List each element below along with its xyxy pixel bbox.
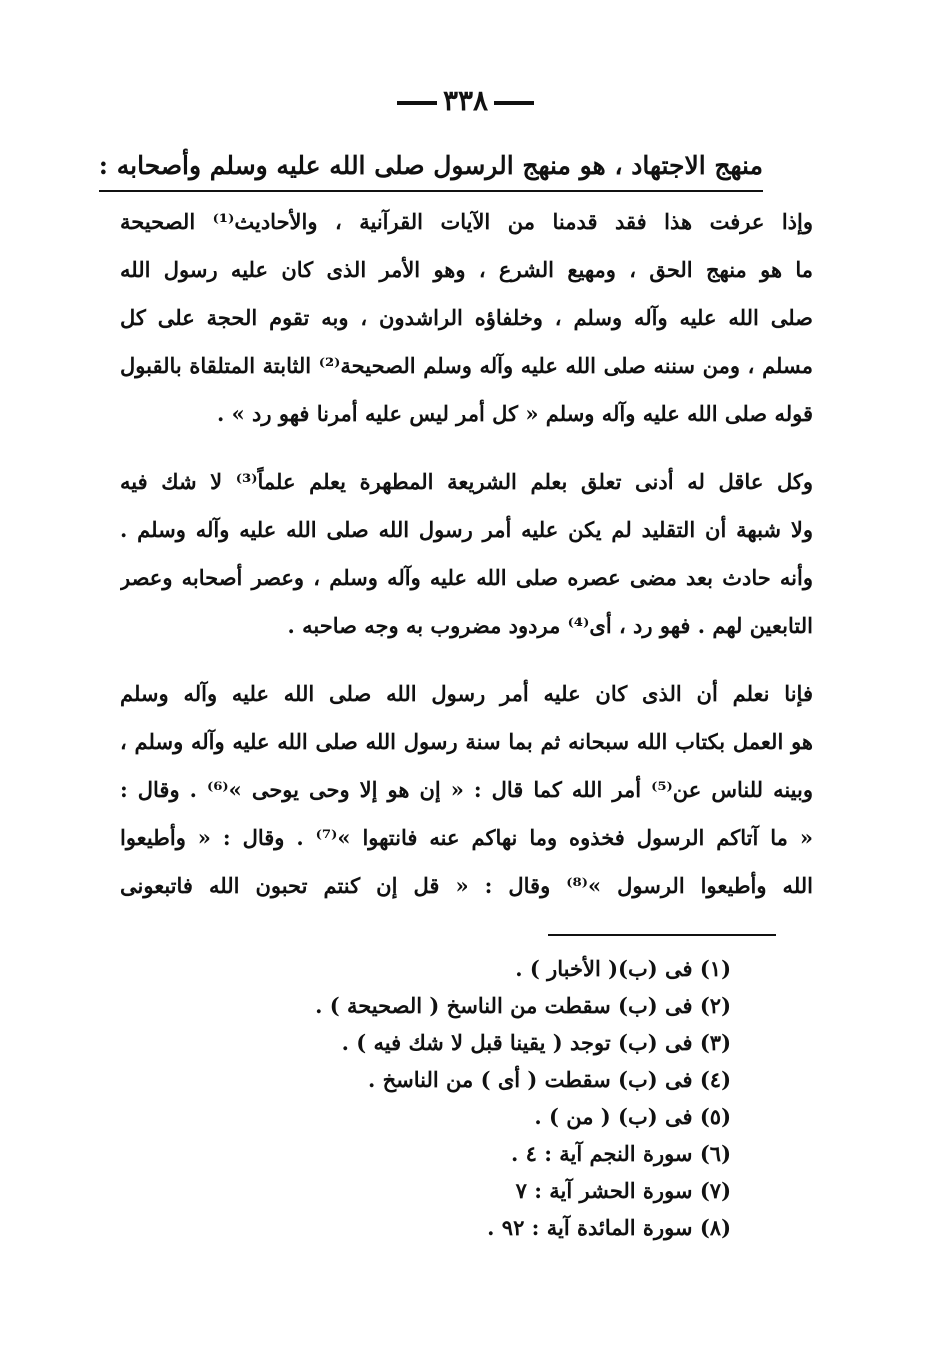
text-line: الله وأطيعوا الرسول »⁽⁸⁾ وقال : « قل إن كنتم تحبون الله فاتبعونى bbox=[120, 873, 813, 898]
text-line: ولا شبهة أن التقليد لم يكن عليه أمر رسول الله صلى الله عليه وآله وسلم . bbox=[120, 517, 813, 542]
body-text bbox=[120, 198, 813, 930]
footnote: (٧) سورة الحشر آية : ٧ bbox=[515, 1178, 731, 1203]
footnotes bbox=[315, 950, 731, 1246]
footnote: (٢) فى (ب) سقطت من الناسخ ( الصحيحة ) . bbox=[315, 993, 731, 1018]
text-line: وأنه حادث بعد مضى عصره صلى الله عليه وآله وسلم ، وعصر أصحابه وعصر bbox=[120, 565, 813, 590]
paragraph-3 bbox=[120, 670, 813, 910]
paragraph-2 bbox=[120, 458, 813, 650]
text-line: فإنا نعلم أن الذى كان عليه أمر رسول الله صلى الله عليه وآله وسلم bbox=[120, 681, 813, 706]
footnote-separator bbox=[548, 934, 776, 936]
text-line: صلى الله عليه وآله وسلم ، وخلفاؤه الراشدون ، وبه تقوم الحجة على كل bbox=[120, 305, 813, 330]
page-number-dash-left bbox=[397, 101, 437, 105]
text-line: هو العمل بكتاب الله سبحانه ثم بما سنة رسول الله صلى الله عليه وآله وسلم ، bbox=[120, 729, 813, 754]
text-line: ما هو منهج الحق ، ومهيع الشرع ، وهو الأمر الذى كان عليه رسول الله bbox=[120, 257, 813, 282]
paragraph-1 bbox=[120, 198, 813, 438]
text-line: وإذا عرفت هذا فقد قدمنا من الآيات القرآنية ، والأحاديث⁽¹⁾ الصحيحة bbox=[120, 209, 813, 234]
footnote: (٣) فى (ب) توجد ( يقينا قبل لا شك فيه ) . bbox=[341, 1030, 731, 1055]
text-line: مسلم ، ومن سننه صلى الله عليه وآله وسلم الصحيحة⁽²⁾ الثابتة المتلقاة بالقبول bbox=[120, 353, 813, 378]
footnote: (٤) فى (ب) سقطت ( أى ) من الناسخ . bbox=[367, 1067, 731, 1092]
text-line: وكل عاقل له أدنى تعلق بعلم الشريعة المطهرة يعلم علماً⁽³⁾ لا شك فيه bbox=[120, 469, 813, 494]
footnote: (٦) سورة النجم آية : ٤ . bbox=[511, 1141, 731, 1166]
footnote: (٨) سورة المائدة آية : ٩٢ . bbox=[487, 1215, 731, 1240]
text-line: وبينه للناس عن⁽⁵⁾ أمر الله كما قال : « إن هو إلا وحى يوحى »⁽⁶⁾ . وقال : bbox=[120, 777, 813, 802]
text-line: التابعين لهم . فهو رد ، أى⁽⁴⁾ مردود مضروب به وجه صاحبه . bbox=[287, 613, 813, 638]
page-number-dash-right bbox=[494, 101, 534, 105]
text-line: « ما آتاكم الرسول فخذوه وما نهاكم عنه فانتهوا »⁽⁷⁾ . وقال : « وأطيعوا bbox=[120, 825, 813, 850]
text-line: قوله صلى الله عليه وآله وسلم « كل أمر ليس عليه أمرنا فهو رد » . bbox=[216, 401, 813, 426]
footnote: (٥) فى (ب) ( من ) . bbox=[534, 1104, 731, 1129]
page-number-text: ٣٣٨ bbox=[442, 84, 489, 117]
section-heading: منهج الاجتهاد ، هو منهج الرسول صلى الله عليه وسلم وأصحابه : bbox=[99, 146, 763, 192]
footnote: (١) فى (ب)( الأخبار ) . bbox=[515, 956, 731, 981]
page-number bbox=[0, 84, 931, 117]
